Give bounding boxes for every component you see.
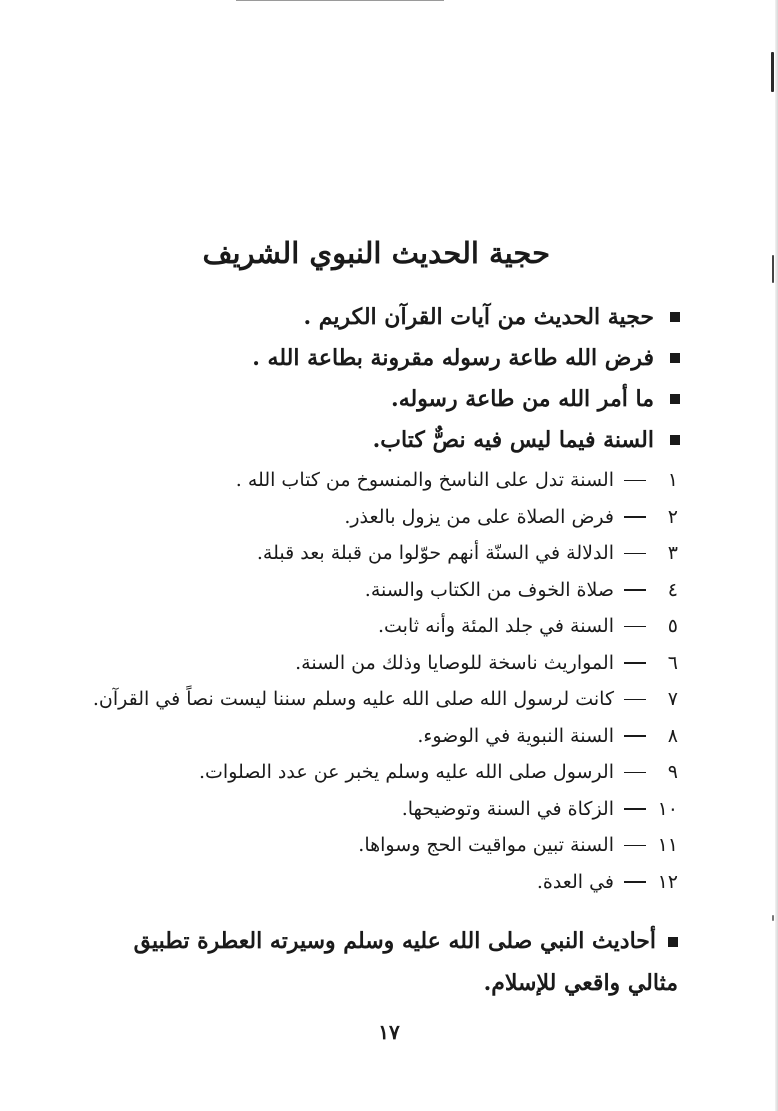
- item-text: كانت لرسول الله صلى الله عليه وسلم سننا ليست نصاً في القرآن.: [92, 688, 614, 711]
- final-topic: [118, 920, 678, 1004]
- list-item: [93, 791, 678, 828]
- list-item: [93, 462, 678, 499]
- item-number: ١١: [657, 834, 678, 857]
- topic-list: [252, 296, 680, 460]
- item-text: صلاة الخوف من الكتاب والسنة.: [364, 578, 614, 601]
- item-number: ٢: [667, 505, 678, 528]
- dash-separator: [624, 808, 646, 810]
- item-number: ٣: [667, 542, 678, 565]
- final-topic-text: أحاديث النبي صلى الله عليه وسلم وسيرته العطرة تطبيق مثالي واقعي للإسلام.: [133, 928, 678, 996]
- dash-separator: [624, 735, 646, 737]
- list-item: [93, 499, 678, 536]
- dash-separator: [624, 553, 646, 555]
- square-bullet-icon: [668, 937, 678, 947]
- item-text: الرسول صلى الله عليه وسلم يخبر عن عدد الصلوات.: [199, 761, 614, 784]
- item-number: ١٠: [657, 797, 678, 820]
- topic-text: السنة فيما ليس فيه نصٌّ كتاب.: [372, 426, 654, 453]
- page-number: ١٧: [378, 1020, 400, 1044]
- dash-separator: [624, 881, 646, 883]
- square-bullet-icon: [670, 394, 680, 404]
- numbered-list: [93, 462, 678, 900]
- square-bullet-icon: [670, 353, 680, 363]
- list-item: [93, 535, 678, 572]
- square-bullet-icon: [670, 312, 680, 322]
- topic-item: [252, 419, 680, 460]
- dash-separator: [624, 845, 646, 847]
- topic-text: ما أمر الله من طاعة رسوله.: [391, 385, 654, 412]
- item-text: السنة تدل على الناسخ والمنسوخ من كتاب الله .: [235, 469, 614, 492]
- topic-item: [252, 378, 680, 419]
- item-number: ٥: [667, 615, 678, 638]
- square-bullet-icon: [670, 435, 680, 445]
- list-item: [93, 827, 678, 864]
- dash-separator: [624, 699, 646, 701]
- dash-separator: [624, 662, 646, 664]
- dash-separator: [624, 626, 646, 628]
- item-text: فرض الصلاة على من يزول بالعذر.: [344, 505, 614, 528]
- item-text: السنة تبين مواقيت الحج وسواها.: [358, 834, 614, 857]
- dash-separator: [624, 480, 646, 482]
- item-number: ١: [667, 469, 678, 492]
- item-text: الزكاة في السنة وتوضيحها.: [401, 797, 614, 820]
- item-number: ٨: [667, 724, 678, 747]
- item-text: الدلالة في السنّة أنهم حوّلوا من قبلة بعد قبلة.: [256, 542, 614, 565]
- item-number: ٦: [667, 651, 678, 674]
- topic-item: [252, 337, 680, 378]
- list-item: [93, 754, 678, 791]
- item-text: السنة في جلد المئة وأنه ثابت.: [377, 615, 614, 638]
- dash-separator: [624, 772, 646, 774]
- item-text: السنة النبوية في الوضوء.: [417, 724, 614, 747]
- topic-text: حجية الحديث من آيات القرآن الكريم .: [303, 303, 654, 330]
- list-item: [93, 645, 678, 682]
- topic-item: [252, 296, 680, 337]
- dash-separator: [624, 589, 646, 591]
- item-number: ٧: [667, 688, 678, 711]
- list-item: [93, 718, 678, 755]
- item-number: ١٢: [657, 870, 678, 893]
- topic-text: فرض الله طاعة رسوله مقرونة بطاعة الله .: [252, 344, 654, 371]
- item-number: ٤: [667, 578, 678, 601]
- item-number: ٩: [667, 761, 678, 784]
- dash-separator: [624, 516, 646, 518]
- page-title: حجية الحديث النبوي الشريف: [202, 236, 550, 270]
- list-item: [93, 681, 678, 718]
- item-text: في العدة.: [536, 870, 614, 893]
- list-item: [93, 864, 678, 901]
- list-item: [93, 608, 678, 645]
- list-item: [93, 572, 678, 609]
- item-text: المواريث ناسخة للوصايا وذلك من السنة.: [295, 651, 614, 674]
